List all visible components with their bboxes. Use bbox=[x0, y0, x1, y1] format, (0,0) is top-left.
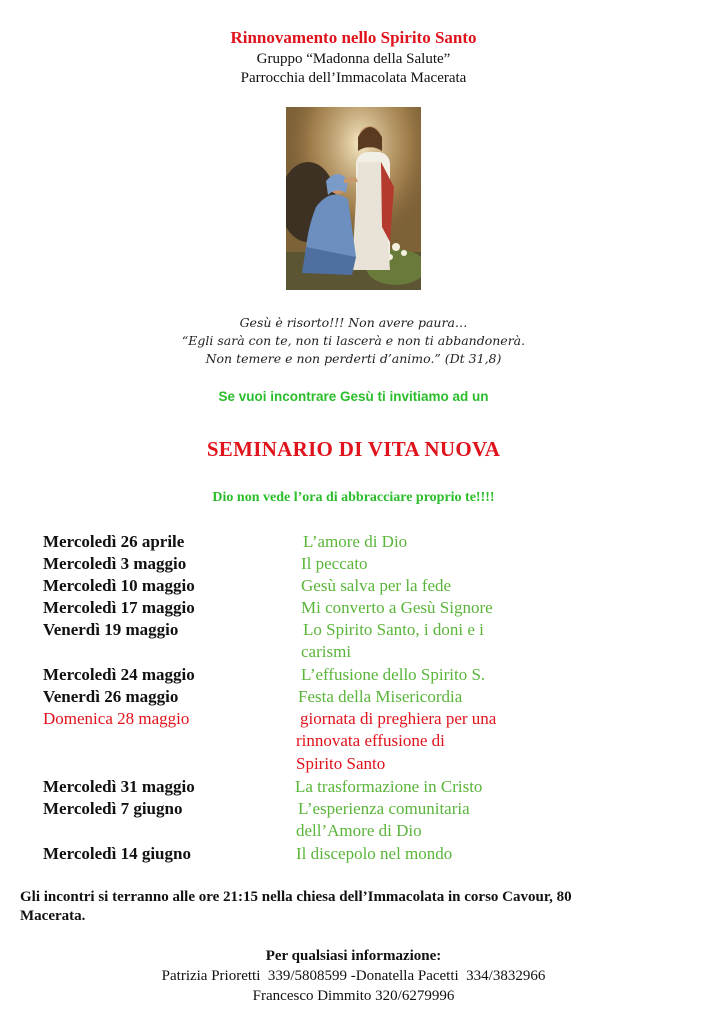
schedule-topic: Lo Spirito Santo, i doni e i bbox=[303, 620, 484, 639]
contacts-heading: Per qualsiasi informazione: bbox=[265, 948, 442, 964]
schedule-date: Venerdì 26 maggio bbox=[43, 687, 179, 706]
schedule-date: Venerdì 19 maggio bbox=[43, 620, 179, 639]
schedule-topic: La trasformazione in Cristo bbox=[295, 777, 483, 796]
schedule-date: Mercoledì 7 giugno bbox=[43, 799, 183, 818]
schedule-topic: Mi converto a Gesù Signore bbox=[301, 598, 493, 617]
schedule-topic-highlight-continued: Spirito Santo bbox=[296, 754, 386, 773]
contacts-line-1: Patrizia Prioretti 339/5808599 -Donatella Pacetti 334/3832966 bbox=[161, 968, 546, 984]
schedule-topic: Gesù salva per la fede bbox=[301, 576, 452, 595]
schedule-date-highlight: Domenica 28 maggio bbox=[43, 709, 190, 728]
organization-title: Rinnovamento nello Spirito Santo bbox=[230, 28, 477, 47]
schedule-topic: Il discepolo nel mondo bbox=[296, 844, 453, 863]
schedule-date: Mercoledì 26 aprile bbox=[43, 532, 185, 551]
schedule-topic: L’effusione dello Spirito S. bbox=[301, 665, 486, 684]
schedule-date: Mercoledì 17 maggio bbox=[43, 598, 195, 617]
quote-line-1: Gesù è risorto!!! Non avere paura… bbox=[239, 315, 468, 330]
schedule-date: Mercoledì 10 maggio bbox=[43, 576, 195, 595]
schedule-topic-continued: carismi bbox=[301, 642, 352, 661]
location-line-2: Macerata. bbox=[20, 908, 86, 924]
painting-illustration bbox=[286, 107, 421, 290]
schedule-topic-highlight-continued: rinnovata effusione di bbox=[296, 731, 445, 750]
schedule-date: Mercoledì 3 maggio bbox=[43, 554, 187, 573]
contacts-line-2: Francesco Dimmito 320/6279996 bbox=[252, 988, 455, 1004]
group-name: Gruppo “Madonna della Salute” bbox=[256, 51, 451, 67]
schedule-topic: L’esperienza comunitaria bbox=[298, 799, 470, 818]
schedule-date: Mercoledì 24 maggio bbox=[43, 665, 195, 684]
schedule-topic: Il peccato bbox=[301, 554, 368, 573]
quote-line-3: Non temere e non perderti d’animo.” (Dt 31,8) bbox=[205, 351, 502, 366]
schedule-topic: L’amore di Dio bbox=[303, 532, 408, 551]
location-line-1: Gli incontri si terranno alle ore 21:15 nella chiesa dell’Immacolata in corso Cavour, 80 bbox=[20, 889, 572, 905]
jesus-painting-image bbox=[286, 107, 421, 290]
invitation-text: Se vuoi incontrare Gesù ti invitiamo ad un bbox=[218, 389, 489, 404]
schedule-topic: Festa della Misericordia bbox=[298, 687, 463, 706]
tagline: Dio non vede l’ora di abbracciare proprio te!!!! bbox=[212, 490, 495, 505]
quote-line-2: “Egli sarà con te, non ti lascerà e non ti abbandonerà. bbox=[181, 333, 526, 348]
schedule-topic-highlight: giornata di preghiera per una bbox=[300, 709, 497, 728]
schedule-topic-continued: dell’Amore di Dio bbox=[296, 821, 422, 840]
schedule-date: Mercoledì 31 maggio bbox=[43, 777, 195, 796]
seminar-title: SEMINARIO DI VITA NUOVA bbox=[206, 437, 501, 461]
parish-name: Parrocchia dell’Immacolata Macerata bbox=[240, 70, 467, 86]
schedule-date: Mercoledì 14 giugno bbox=[43, 844, 191, 863]
